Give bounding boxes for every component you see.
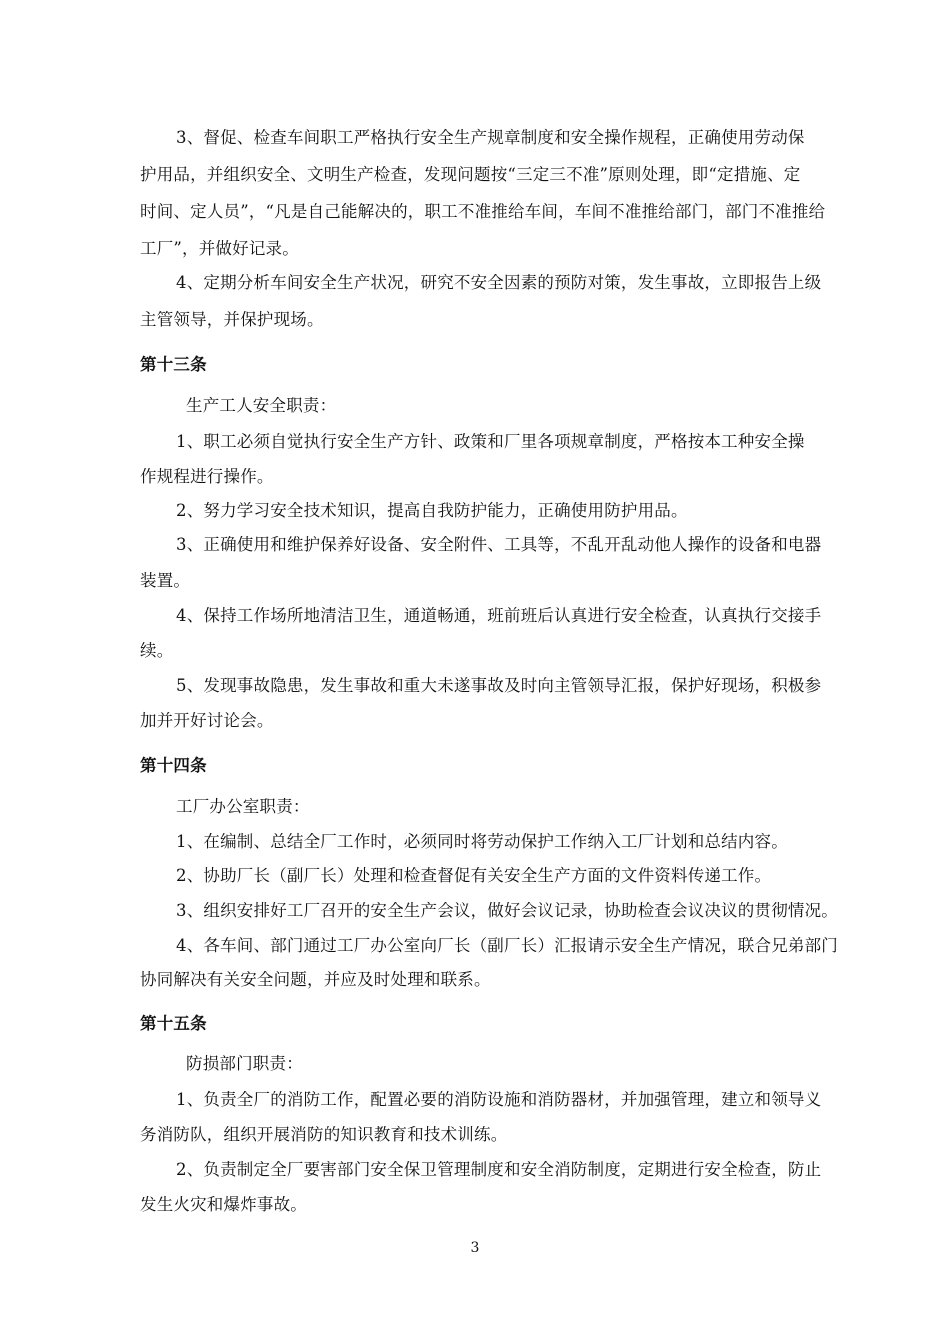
sec14-intro: 工厂办公室职责： <box>176 797 310 816</box>
sec12-item4-line2: 主管领导，并保护现场。 <box>140 310 324 329</box>
sec14-item4-line2: 协同解决有关安全问题，并应及时处理和联系。 <box>140 970 491 989</box>
sec12-item3-line2: 护用品，并组织安全、文明生产检查，发现问题按“三定三不准”原则处理，即“定措施、定 <box>140 165 801 184</box>
sec13-item4-line1: 4、保持工作场所地清洁卫生，通道畅通，班前班后认真进行安全检查，认真执行交接手 <box>176 606 822 625</box>
sec15-intro: 防损部门职责： <box>186 1054 303 1073</box>
sec13-item1-line2: 作规程进行操作。 <box>140 467 274 486</box>
sec15-item2-line2: 发生火灾和爆炸事故。 <box>140 1195 307 1214</box>
sec15-item1-line1: 1、负责全厂的消防工作，配置必要的消防设施和消防器材，并加强管理，建立和领导义 <box>176 1090 822 1109</box>
sec12-item3-line1: 3、督促、检查车间职工严格执行安全生产规章制度和安全操作规程，正确使用劳动保 <box>176 128 805 147</box>
sec15-heading: 第十五条 <box>140 1014 207 1033</box>
sec13-intro: 生产工人安全职责： <box>186 396 337 415</box>
sec13-item3-line1: 3、正确使用和维护保养好设备、安全附件、工具等，不乱开乱动他人操作的设备和电器 <box>176 535 822 554</box>
sec14-item1-line1: 1、在编制、总结全厂工作时，必须同时将劳动保护工作纳入工厂计划和总结内容。 <box>176 832 788 851</box>
sec12-item4-line1: 4、定期分析车间安全生产状况，研究不安全因素的预防对策，发生事故，立即报告上级 <box>176 273 822 292</box>
sec13-item3-line2: 装置。 <box>140 571 191 590</box>
sec13-item1-line1: 1、职工必须自觉执行安全生产方针、政策和厂里各项规章制度，严格按本工种安全操 <box>176 432 805 451</box>
sec12-item3-line4: 工厂”，并做好记录。 <box>140 239 299 258</box>
sec12-item3-line3: 时间、定人员”，“凡是自己能解决的，职工不准推给车间，车间不准推给部门，部门不准推给 <box>140 202 826 221</box>
sec13-heading: 第十三条 <box>140 355 207 374</box>
sec14-item3-line1: 3、组织安排好工厂召开的安全生产会议，做好会议记录，协助检查会议决议的贯彻情况。 <box>176 901 838 920</box>
sec14-heading: 第十四条 <box>140 756 207 775</box>
sec15-item2-line1: 2、负责制定全厂要害部门安全保卫管理制度和安全消防制度，定期进行安全检查，防止 <box>176 1160 822 1179</box>
sec13-item5-line1: 5、发现事故隐患，发生事故和重大未遂事故及时向主管领导汇报，保护好现场，积极参 <box>176 676 822 695</box>
sec14-item2-line1: 2、协助厂长（副厂长）处理和检查督促有关安全生产方面的文件资料传递工作。 <box>176 866 772 885</box>
sec13-item2-line1: 2、努力学习安全技术知识，提高自我防护能力，正确使用防护用品。 <box>176 501 688 520</box>
sec14-item4-line1: 4、各车间、部门通过工厂办公室向厂长（副厂长）汇报请示安全生产情况，联合兄弟部门 <box>176 936 838 955</box>
sec13-item5-line2: 加并开好讨论会。 <box>140 711 274 730</box>
sec15-item1-line2: 务消防队，组织开展消防的知识教育和技术训练。 <box>140 1125 508 1144</box>
page-number: 3 <box>470 1240 480 1256</box>
sec13-item4-line2: 续。 <box>140 641 174 660</box>
